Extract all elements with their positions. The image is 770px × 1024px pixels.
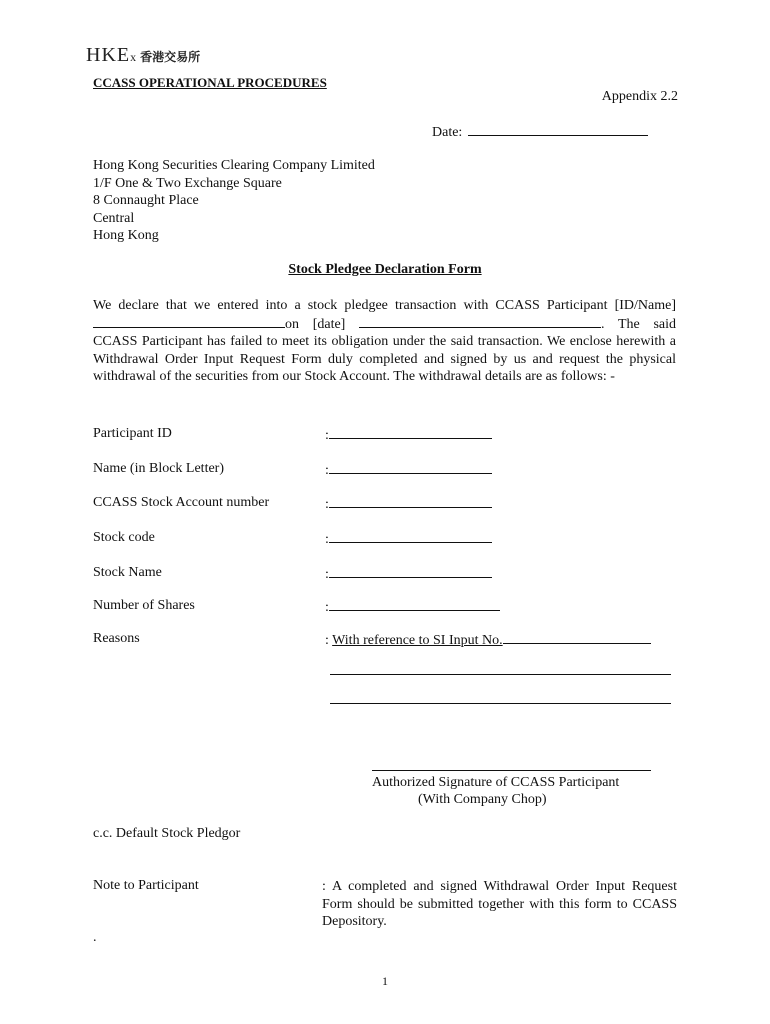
address-line: 8 Connaught Place (93, 193, 199, 208)
stock-code-blank[interactable] (329, 530, 492, 543)
participant-name-blank[interactable] (93, 315, 285, 328)
declaration-text-1: We declare that we entered into a stock pledgee transaction with CCASS Participant [ID/Name] (93, 298, 676, 313)
address-line: Central (93, 210, 135, 226)
reasons-line-2[interactable] (330, 674, 671, 675)
colon: : (325, 497, 329, 512)
reasons-text: With reference to SI Input No. (332, 633, 503, 648)
logo-latin-suffix: x (130, 50, 137, 64)
name-blank[interactable] (329, 461, 492, 474)
stock-account-label: CCASS Stock Account number (93, 495, 270, 510)
cc-line: c.c. Default Stock Pledgor (93, 826, 241, 841)
form-title: Stock Pledgee Declaration Form (288, 262, 482, 277)
stray-dot: . (93, 930, 97, 945)
address-line: Hong Kong (93, 228, 159, 243)
stock-code-label: Stock code (93, 530, 155, 545)
hkex-logo (86, 44, 200, 66)
recipient-address (93, 157, 375, 245)
declaration-text-3: . (601, 316, 605, 332)
date-blank[interactable] (359, 315, 601, 328)
name-field (325, 461, 492, 479)
note-body: A completed and signed Withdrawal Order Input Request Form should be submitted together with this form to CCASS Depository. (322, 879, 677, 929)
stock-name-field (325, 565, 492, 583)
declaration-text-2: on [date] (285, 316, 346, 332)
address-line: Hong Kong Securities Clearing Company Limited (93, 158, 375, 173)
colon: : (325, 567, 329, 582)
stock-name-label: Stock Name (93, 565, 162, 580)
declaration-paragraph (93, 297, 676, 386)
stock-code-field (325, 530, 492, 548)
date-blank-line[interactable] (468, 123, 648, 136)
signature-caption: Authorized Signature of CCASS Participant (372, 775, 620, 790)
colon: : (325, 532, 329, 547)
name-label: Name (in Block Letter) (93, 461, 225, 476)
stock-name-blank[interactable] (329, 565, 492, 578)
signature-line[interactable] (372, 770, 651, 771)
participant-id-label: Participant ID (93, 426, 172, 441)
declaration-text-4: The said CCASS Participant has failed to meet its obligation under the said transaction. We enclose herewith a Withdrawal Order Input Request Form duly completed and signed by us and request the physical withdrawal of the securities from our Stock Account. The withdrawal details are as follows: - (93, 316, 677, 384)
participant-id-blank[interactable] (329, 426, 492, 439)
colon: : (325, 633, 329, 648)
date-field (432, 123, 648, 141)
colon: : (325, 463, 329, 478)
logo-chinese: 香港交易所 (140, 50, 201, 64)
participant-id-field (325, 426, 492, 444)
reasons-line-3[interactable] (330, 703, 671, 704)
procedures-heading: CCASS OPERATIONAL PROCEDURES (93, 75, 327, 90)
note-label: Note to Participant (93, 878, 199, 893)
number-of-shares-label: Number of Shares (93, 598, 195, 613)
reasons-field (325, 631, 651, 649)
si-input-blank[interactable] (503, 631, 651, 644)
page-number: 1 (382, 974, 388, 988)
logo-latin: HKE (86, 44, 131, 66)
stock-account-field (325, 495, 492, 513)
signature-subcaption: (With Company Chop) (418, 792, 547, 807)
number-of-shares-field (325, 598, 500, 616)
appendix-label: Appendix 2.2 (601, 89, 678, 104)
colon: : (322, 879, 326, 894)
address-line: 1/F One & Two Exchange Square (93, 175, 282, 191)
colon: : (325, 428, 329, 443)
date-label: Date: (432, 125, 463, 140)
reasons-label: Reasons (93, 631, 140, 646)
colon: : (325, 600, 329, 615)
note-text (322, 878, 677, 931)
stock-account-blank[interactable] (329, 495, 492, 508)
number-of-shares-blank[interactable] (329, 598, 500, 611)
